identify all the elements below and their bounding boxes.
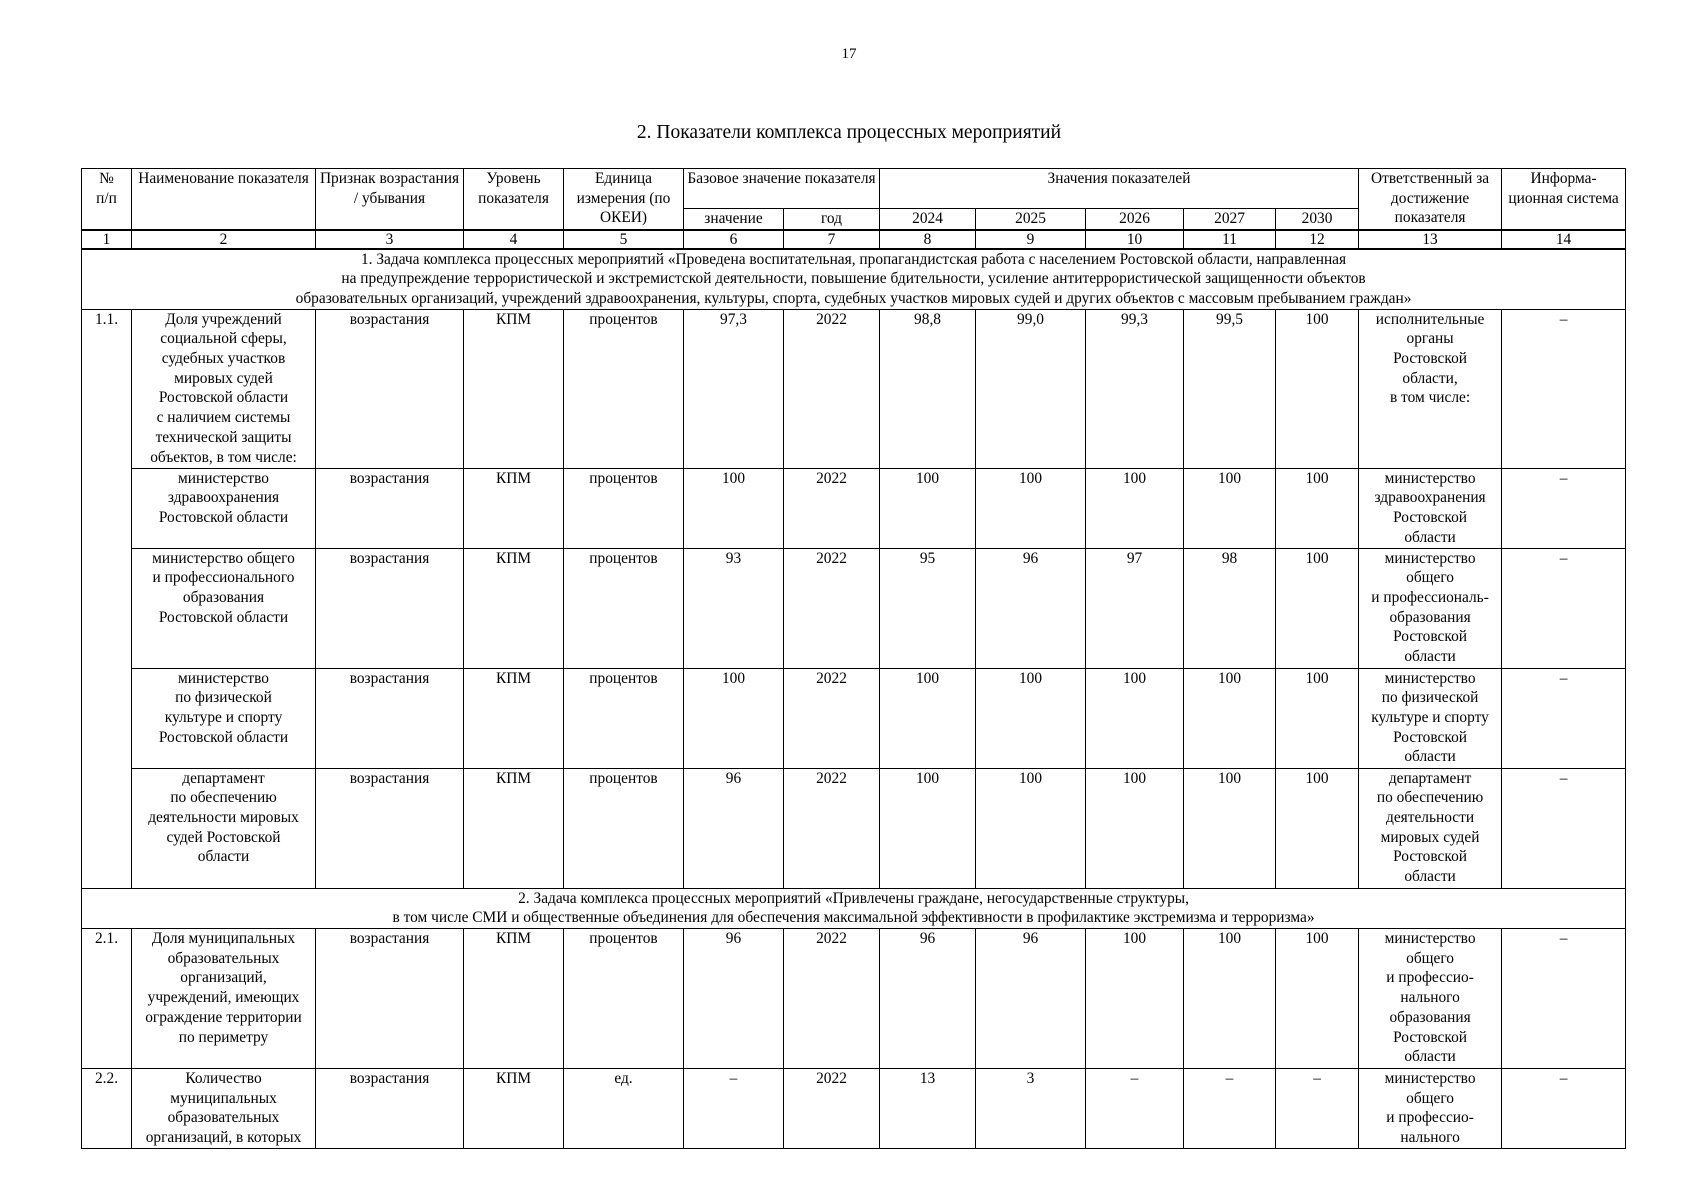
base-value-cell: – [684,1069,784,1149]
value-2027-cell: 100 [1184,468,1276,548]
column-number: 3 [316,230,464,249]
column-number: 7 [784,230,880,249]
header-base-year: год [784,209,880,230]
value-2024-cell: 100 [880,668,976,768]
header-base-value: значение [684,209,784,230]
value-2030-cell: 100 [1276,668,1359,768]
infosys-cell: – [1502,468,1626,548]
header-level: Уровень показателя [464,169,564,230]
value-2024-cell: 100 [880,768,976,888]
value-2027-cell: 100 [1184,668,1276,768]
column-number: 2 [132,230,316,249]
unit-cell: процентов [564,548,684,668]
column-number: 4 [464,230,564,249]
base-year-cell: 2022 [784,929,880,1069]
value-2026-cell: 100 [1086,668,1184,768]
column-number: 12 [1276,230,1359,249]
indicator-name: министерство по физической культуре и спорту Ростовской области [132,668,316,768]
indicator-name: министерство общего и профессионального образования Ростовской области [132,548,316,668]
indicator-name: министерство здравоохранения Ростовской области [132,468,316,548]
sign-cell: возрастания [316,548,464,668]
responsible-cell: министерство здравоохранения Ростовской области [1359,468,1502,548]
value-2027-cell: 100 [1184,929,1276,1069]
base-year-cell: 2022 [784,548,880,668]
value-2026-cell: 97 [1086,548,1184,668]
value-2030-cell: 100 [1276,548,1359,668]
column-number: 6 [684,230,784,249]
value-2030-cell: – [1276,1069,1359,1149]
unit-cell: процентов [564,309,684,468]
base-year-cell: 2022 [784,468,880,548]
page-number: 17 [841,46,857,62]
value-2027-cell: 99,5 [1184,309,1276,468]
sign-cell: возрастания [316,768,464,888]
column-number: 9 [976,230,1086,249]
unit-cell: процентов [564,668,684,768]
unit-cell: процентов [564,929,684,1069]
table-row [82,468,1626,548]
header-num: № п/п [82,169,132,230]
value-2026-cell: 100 [1086,468,1184,548]
header-infosys: Информа-ционная система [1502,169,1626,230]
value-2026-cell: – [1086,1069,1184,1149]
base-value-cell: 96 [684,929,784,1069]
value-2025-cell: 100 [976,468,1086,548]
task-row-1 [82,249,1626,310]
value-2024-cell: 95 [880,548,976,668]
infosys-cell: – [1502,1069,1626,1149]
value-2024-cell: 100 [880,468,976,548]
value-2025-cell: 100 [976,768,1086,888]
base-value-cell: 100 [684,468,784,548]
responsible-cell: министерство общего и профессио- нального образования Ростовской области [1359,929,1502,1069]
indicator-name: Доля учреждений социальной сферы, судебных участков мировых судей Ростовской области с наличием системы технической защиты объектов, в том числе: [132,309,316,468]
header-year-2026: 2026 [1086,209,1184,230]
task-1-heading: 1. Задача комплекса процессных мероприятий «Проведена воспитательная, пропагандистская работа с населением Ростовской области, направленная на предупреждение террористической и экстремистской деятельности, повышение бдительности, усиление антитеррористической защищенности объектов образовательных организаций, учреждений здравоохранения, культуры, спорта, судебных участков мировых судей и других объектов с массовым пребыванием граждан» [82,249,1626,310]
responsible-cell: министерство общего и профессио- нального [1359,1069,1502,1149]
header-year-2024: 2024 [880,209,976,230]
header-year-2030: 2030 [1276,209,1359,230]
level-cell: КПМ [464,468,564,548]
header-row-top [82,169,1626,209]
page-title: 2. Показатели комплекса процессных мероприятий [636,122,1062,143]
column-number: 14 [1502,230,1626,249]
infosys-cell: – [1502,668,1626,768]
unit-cell: процентов [564,768,684,888]
value-2030-cell: 100 [1276,929,1359,1069]
base-value-cell: 96 [684,768,784,888]
table-row [82,1069,1626,1149]
header-name: Наименование показателя [132,169,316,230]
value-2030-cell: 100 [1276,309,1359,468]
value-2026-cell: 100 [1086,929,1184,1069]
value-2026-cell: 100 [1086,768,1184,888]
responsible-cell: департамент по обеспечению деятельности мировых судей Ростовской области [1359,768,1502,888]
table-row [82,929,1626,1069]
header-unit: Единица измерения (по ОКЕИ) [564,169,684,230]
header-responsible: Ответственный за достижение показателя [1359,169,1502,230]
indicator-name: департамент по обеспечению деятельности мировых судей Ростовской области [132,768,316,888]
value-2025-cell: 96 [976,548,1086,668]
unit-cell: процентов [564,468,684,548]
level-cell: КПМ [464,929,564,1069]
infosys-cell: – [1502,929,1626,1069]
value-2024-cell: 13 [880,1069,976,1149]
responsible-cell: исполнительные органы Ростовской области, в том числе: [1359,309,1502,468]
header-year-2025: 2025 [976,209,1086,230]
value-2027-cell: 98 [1184,548,1276,668]
value-2030-cell: 100 [1276,768,1359,888]
base-year-cell: 2022 [784,1069,880,1149]
value-2027-cell: – [1184,1069,1276,1149]
table-row [82,309,1626,468]
level-cell: КПМ [464,1069,564,1149]
infosys-cell: – [1502,309,1626,468]
indicator-name: Доля муниципальных образовательных организаций, учреждений, имеющих ограждение территории по периметру [132,929,316,1069]
level-cell: КПМ [464,768,564,888]
sign-cell: возрастания [316,468,464,548]
base-value-cell: 93 [684,548,784,668]
table-row [82,668,1626,768]
level-cell: КПМ [464,309,564,468]
infosys-cell: – [1502,768,1626,888]
column-number: 5 [564,230,684,249]
column-number: 11 [1184,230,1276,249]
task-row-2 [82,888,1626,928]
column-number: 8 [880,230,976,249]
value-2024-cell: 98,8 [880,309,976,468]
responsible-cell: министерство по физической культуре и спорту Ростовской области [1359,668,1502,768]
column-number: 13 [1359,230,1502,249]
value-2026-cell: 99,3 [1086,309,1184,468]
table-row [82,548,1626,668]
sign-cell: возрастания [316,1069,464,1149]
column-number: 1 [82,230,132,249]
base-value-cell: 100 [684,668,784,768]
value-2025-cell: 96 [976,929,1086,1069]
value-2030-cell: 100 [1276,468,1359,548]
value-2025-cell: 100 [976,668,1086,768]
indicators-table [81,168,1626,1149]
task-2-heading: 2. Задача комплекса процессных мероприятий «Привлечены граждане, негосударственные структуры, в том числе СМИ и общественные объединения для обеспечения максимальной эффективности в профилактике экстремизма и терроризма» [82,888,1626,928]
header-values: Значения показателей [880,169,1359,209]
base-year-cell: 2022 [784,668,880,768]
header-year-2027: 2027 [1184,209,1276,230]
sign-cell: возрастания [316,668,464,768]
unit-cell: ед. [564,1069,684,1149]
column-numbers-row [82,230,1626,249]
table-row [82,768,1626,888]
row-number: 2.1. [82,929,132,1069]
value-2025-cell: 99,0 [976,309,1086,468]
base-year-cell: 2022 [784,309,880,468]
infosys-cell: – [1502,548,1626,668]
row-number: 1.1. [82,309,132,888]
responsible-cell: министерство общего и профессиональ- образования Ростовской области [1359,548,1502,668]
value-2025-cell: 3 [976,1069,1086,1149]
level-cell: КПМ [464,668,564,768]
level-cell: КПМ [464,548,564,668]
header-sign: Признак возрастания / убывания [316,169,464,230]
value-2024-cell: 96 [880,929,976,1069]
sign-cell: возрастания [316,309,464,468]
column-number: 10 [1086,230,1184,249]
row-number: 2.2. [82,1069,132,1149]
sign-cell: возрастания [316,929,464,1069]
indicator-name: Количество муниципальных образовательных организаций, в которых [132,1069,316,1149]
value-2027-cell: 100 [1184,768,1276,888]
base-value-cell: 97,3 [684,309,784,468]
header-base: Базовое значение показателя [684,169,880,209]
base-year-cell: 2022 [784,768,880,888]
